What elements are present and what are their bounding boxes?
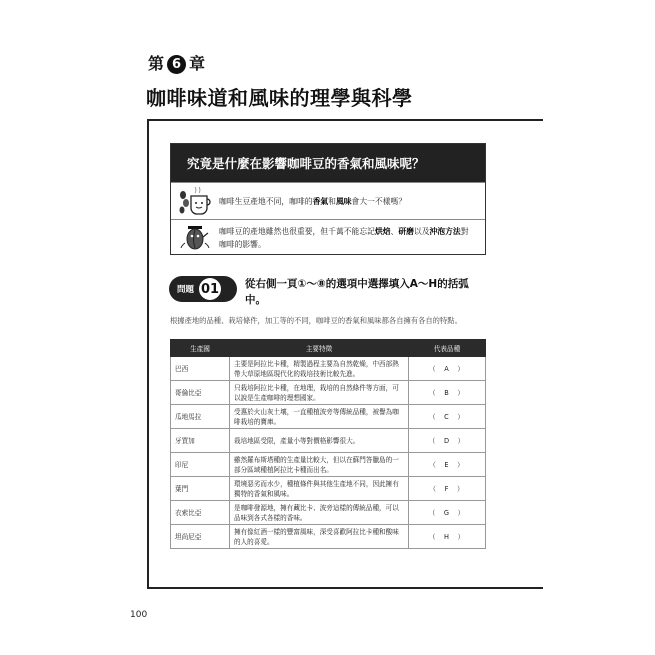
table-header-row bbox=[171, 340, 486, 357]
feature-cell: 環境惡劣而水少，種植條件與其他生產地不同，因此擁有獨特的香氣和風味。 bbox=[230, 477, 409, 501]
q1-text-a: 咖啡生豆產地不同，咖啡的 bbox=[219, 196, 313, 206]
answer-cell[interactable]: （ F ） bbox=[409, 477, 486, 501]
q2-text-g: 對咖啡的影響。 bbox=[219, 227, 469, 249]
table-row bbox=[171, 405, 486, 429]
feature-cell: 栽培地區受限，產量小等對價格影響很大。 bbox=[230, 429, 409, 453]
q1-text-b: 香氣 bbox=[312, 196, 329, 206]
answer-cell[interactable]: （ E ） bbox=[409, 453, 486, 477]
table-row bbox=[171, 429, 486, 453]
answer-cell[interactable]: （ B ） bbox=[409, 381, 486, 405]
problem-number: 01 bbox=[199, 278, 221, 300]
answer-cell[interactable]: （ D ） bbox=[409, 429, 486, 453]
question-row-2 bbox=[171, 219, 485, 256]
page-title: 咖啡味道和風味的理學與科學 bbox=[146, 86, 413, 110]
origin-cell: 印尼 bbox=[171, 453, 230, 477]
origin-cell: 牙買加 bbox=[171, 429, 230, 453]
question-box bbox=[170, 143, 486, 255]
answer-cell[interactable]: （ C ） bbox=[409, 405, 486, 429]
origin-table bbox=[170, 339, 486, 549]
origin-cell: 坦尚尼亞 bbox=[171, 525, 230, 549]
feature-cell: 主要是阿拉比卡種，精製過程主要為自然乾燥，中西部熱帶大草原地區現代化的栽培技術比較先進。 bbox=[230, 357, 409, 381]
q2-text-b: 烘焙 bbox=[374, 227, 391, 236]
header-feature: 主要特徵 bbox=[230, 340, 409, 357]
answer-cell[interactable]: （ H ） bbox=[409, 525, 486, 549]
q2-text-c: 、 bbox=[390, 227, 399, 236]
table-row bbox=[171, 453, 486, 477]
question-box-header: 究竟是什麼在影響咖啡豆的香氣和風味呢？ bbox=[171, 144, 485, 182]
page-number: 100 bbox=[130, 610, 148, 620]
table-row bbox=[171, 381, 486, 405]
coffee-bean-professor-icon bbox=[171, 220, 219, 256]
question-row-1 bbox=[171, 182, 485, 219]
table-row bbox=[171, 501, 486, 525]
feature-cell: 是咖啡發源地，擁有藏比卡、波旁這樣的傳統品種，可以品味到各式各樣的香味。 bbox=[230, 501, 409, 525]
answer-cell[interactable]: （ G ） bbox=[409, 501, 486, 525]
feature-cell: 受惠於火山灰土壤，一直種植波旁等傳統品種，被譽為咖啡栽培的寶庫。 bbox=[230, 405, 409, 429]
q2-text-f: 沖泡方法 bbox=[429, 227, 461, 236]
problem-tag bbox=[169, 276, 237, 302]
problem-text: 從右側一頁①～⑧的選項中選擇填入A～H的括弧中。 bbox=[245, 278, 469, 306]
table-row bbox=[171, 477, 486, 501]
origin-cell: 衣索比亞 bbox=[171, 501, 230, 525]
q2-text-e: 以及 bbox=[413, 227, 430, 236]
q2-text-a: 咖啡豆的產地雖然也很重要，但千萬不能忘記 bbox=[219, 227, 375, 236]
origin-cell: 瓜地馬拉 bbox=[171, 405, 230, 429]
origin-cell: 哥倫比亞 bbox=[171, 381, 230, 405]
q1-text-e: 會大一不樣嗎？ bbox=[351, 196, 407, 206]
chapter-badge bbox=[148, 54, 205, 74]
chapter-suffix: 章 bbox=[189, 54, 206, 73]
origin-cell: 巴西 bbox=[171, 357, 230, 381]
coffee-beans-cup-icon bbox=[171, 183, 219, 219]
feature-cell: 只栽培阿拉比卡種，在地理，栽培的自然條件等方面，可以說是生產咖啡的理想國家。 bbox=[230, 381, 409, 405]
origin-cell: 葉門 bbox=[171, 477, 230, 501]
q2-text-d: 研磨 bbox=[398, 227, 414, 236]
intro-text: 根據產地的品種、栽培條件，加工等的不同，咖啡豆的香氣和風味都各自擁有各自的特點。 bbox=[170, 316, 462, 325]
problem-label: 問題 bbox=[177, 285, 195, 295]
problem-heading bbox=[169, 276, 485, 308]
header-origin: 生產國 bbox=[171, 340, 230, 357]
header-variety: 代表品種 bbox=[409, 340, 486, 357]
feature-cell: 雖然羅布斯塔種的生產量比較大，但以在蘇門答臘島的一部分區域種植阿拉比卡種而出名。 bbox=[230, 453, 409, 477]
q1-text-d: 風味 bbox=[335, 196, 352, 206]
chapter-prefix: 第 bbox=[148, 54, 165, 73]
table-row bbox=[171, 525, 486, 549]
q1-text-c: 和 bbox=[328, 196, 336, 206]
answer-cell[interactable]: （ A ） bbox=[409, 357, 486, 381]
chapter-number: 6 bbox=[167, 55, 186, 74]
feature-cell: 擁有像紅酒一樣的豐富風味，深受喜歡阿拉比卡種和酸味的人的喜愛。 bbox=[230, 525, 409, 549]
table-row bbox=[171, 357, 486, 381]
